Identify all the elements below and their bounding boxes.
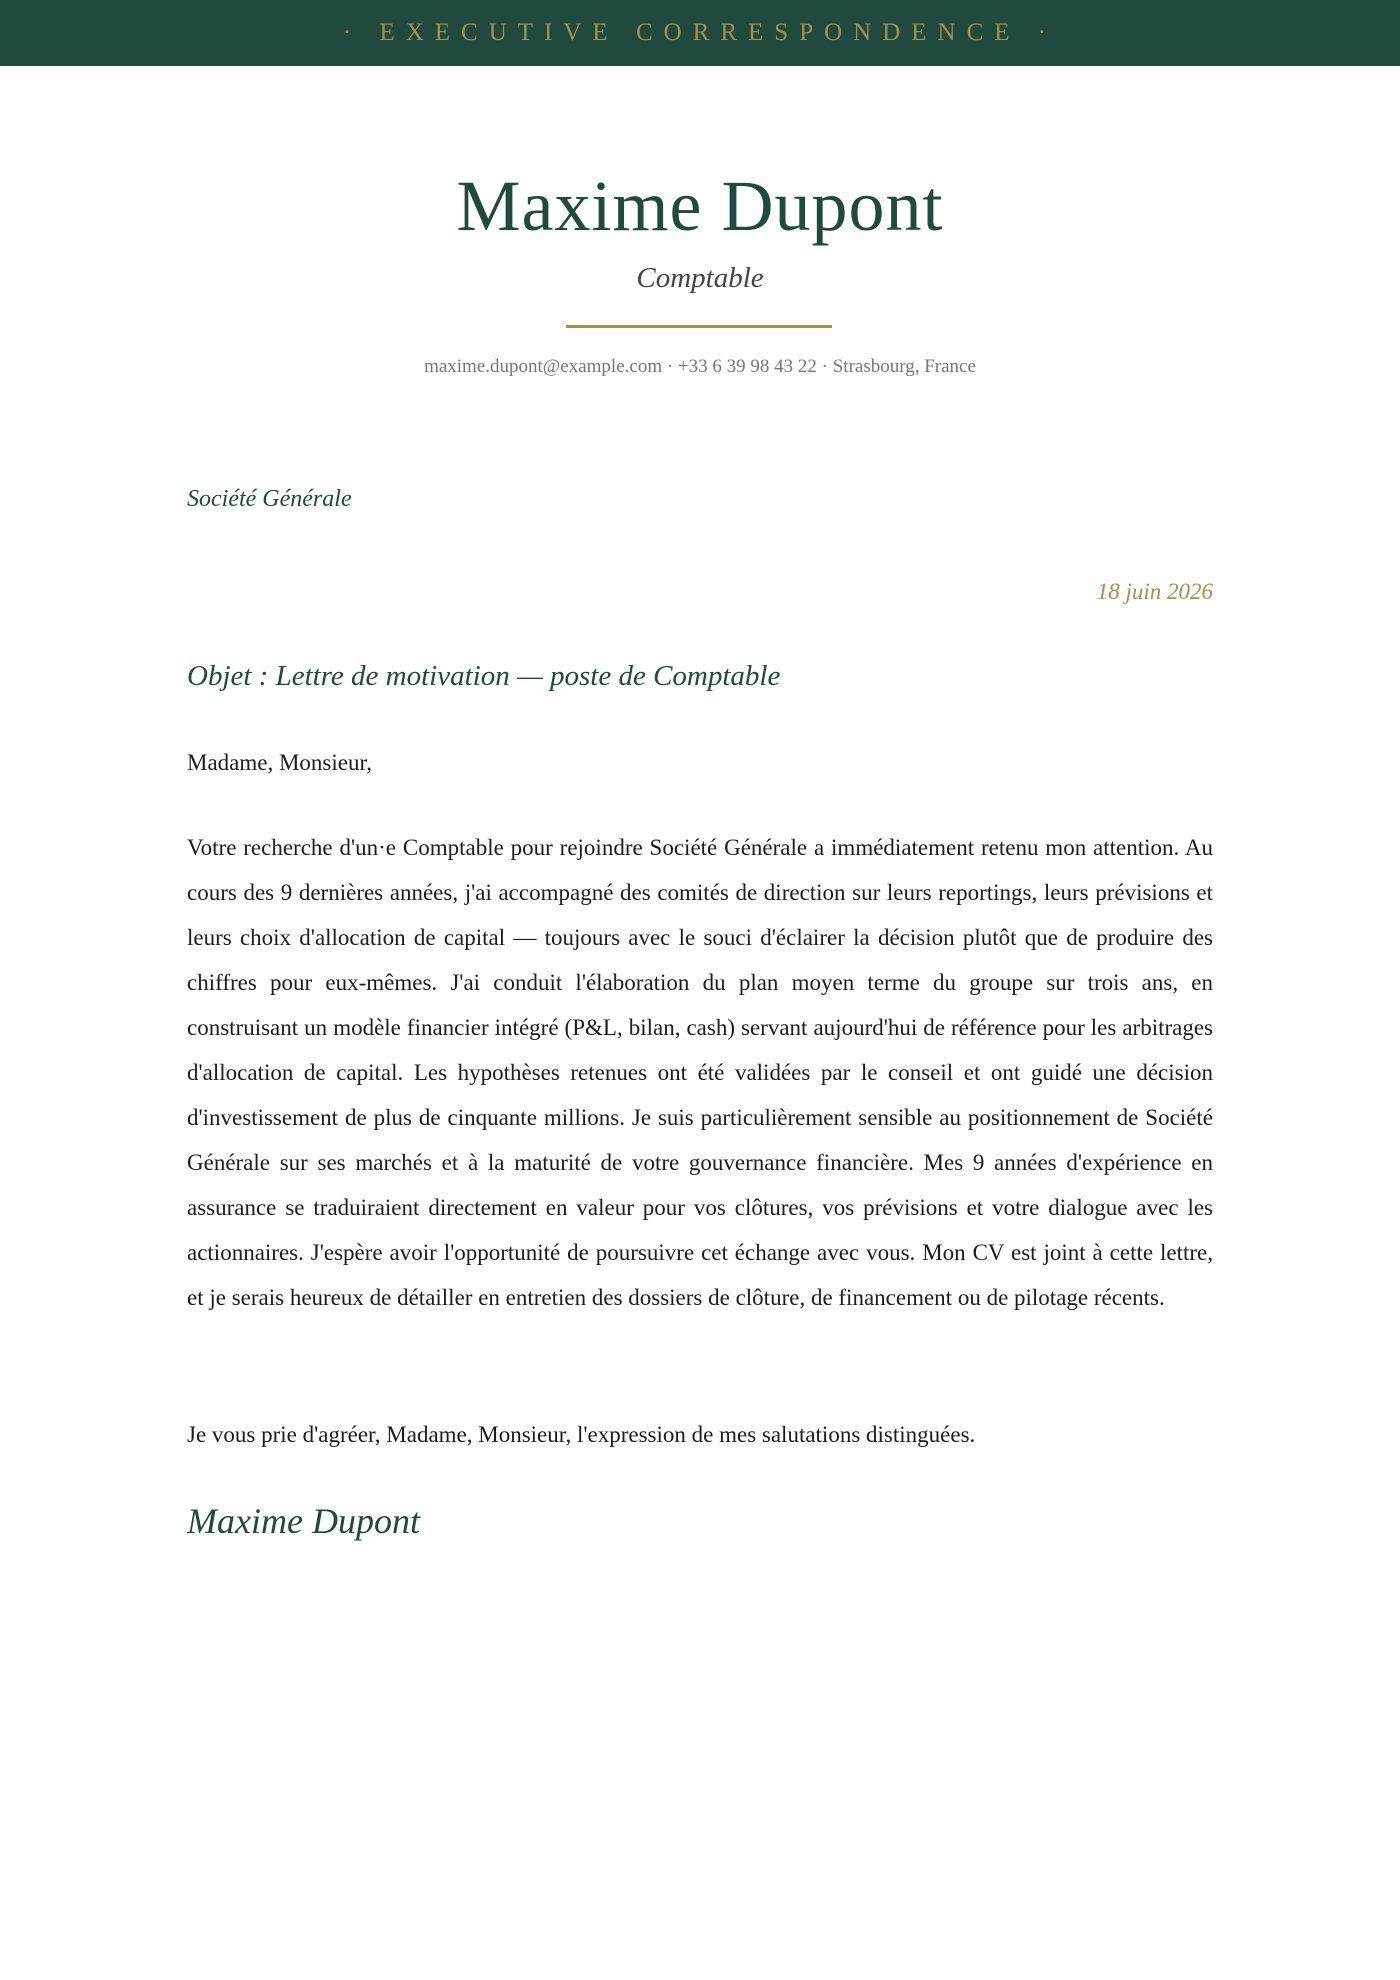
top-banner xyxy=(0,0,1400,66)
sender-name: Maxime Dupont xyxy=(456,166,944,246)
signature: Maxime Dupont xyxy=(187,1501,420,1541)
contact-line: maxime.dupont@example.com · +33 6 39 98 43 22 · Strasbourg, France xyxy=(424,356,976,377)
divider xyxy=(566,325,832,328)
letter-date: 18 juin 2026 xyxy=(1096,579,1213,604)
banner-title: · EXECUTIVE CORRESPONDENCE · xyxy=(342,19,1058,46)
letter-body: Votre recherche d'un·e Comptable pour rejoindre Société Générale a immédiatement retenu mon attention. Au cours des 9 dernières années, j'ai accompagné des comités de direction sur leurs reportings, leurs prévisions et leurs choix d'allocation de capital — toujours avec le souci d'éclairer la décision plutôt que de produire des chiffres pour eux-mêmes. J'ai conduit l'élaboration du plan moyen terme du groupe sur trois ans, en construisant un modèle financier intégré (P&L, bilan, cash) servant aujourd'hui de référence pour les arbitrages d'allocation de capital. Les hypothèses retenues ont été validées par le conseil et ont guidé une décision d'investissement de plus de cinquante millions. Je suis particulièrement sensible au positionnement de Société Générale sur ses marchés et à la maturité de votre gouvernance financière. Mes 9 années d'expérience en assurance se traduiraient directement en valeur pour vos clôtures, vos prévisions et votre dialogue avec les actionnaires. J'espère avoir l'opportunité de poursuivre cet échange avec vous. Mon CV est joint à cette lettre, et je serais heureux de détailler en entretien des dossiers de clôture, de financement ou de pilotage récents. xyxy=(187,835,1213,1310)
recipient-company: Société Générale xyxy=(187,486,352,512)
sender-role: Comptable xyxy=(636,262,764,294)
closing-formula: Je vous prie d'agréer, Madame, Monsieur, l'expression de mes salutations distinguées. xyxy=(187,1422,976,1447)
salutation: Madame, Monsieur, xyxy=(187,750,372,775)
letter-subject: Objet : Lettre de motivation — poste de Comptable xyxy=(187,660,781,692)
